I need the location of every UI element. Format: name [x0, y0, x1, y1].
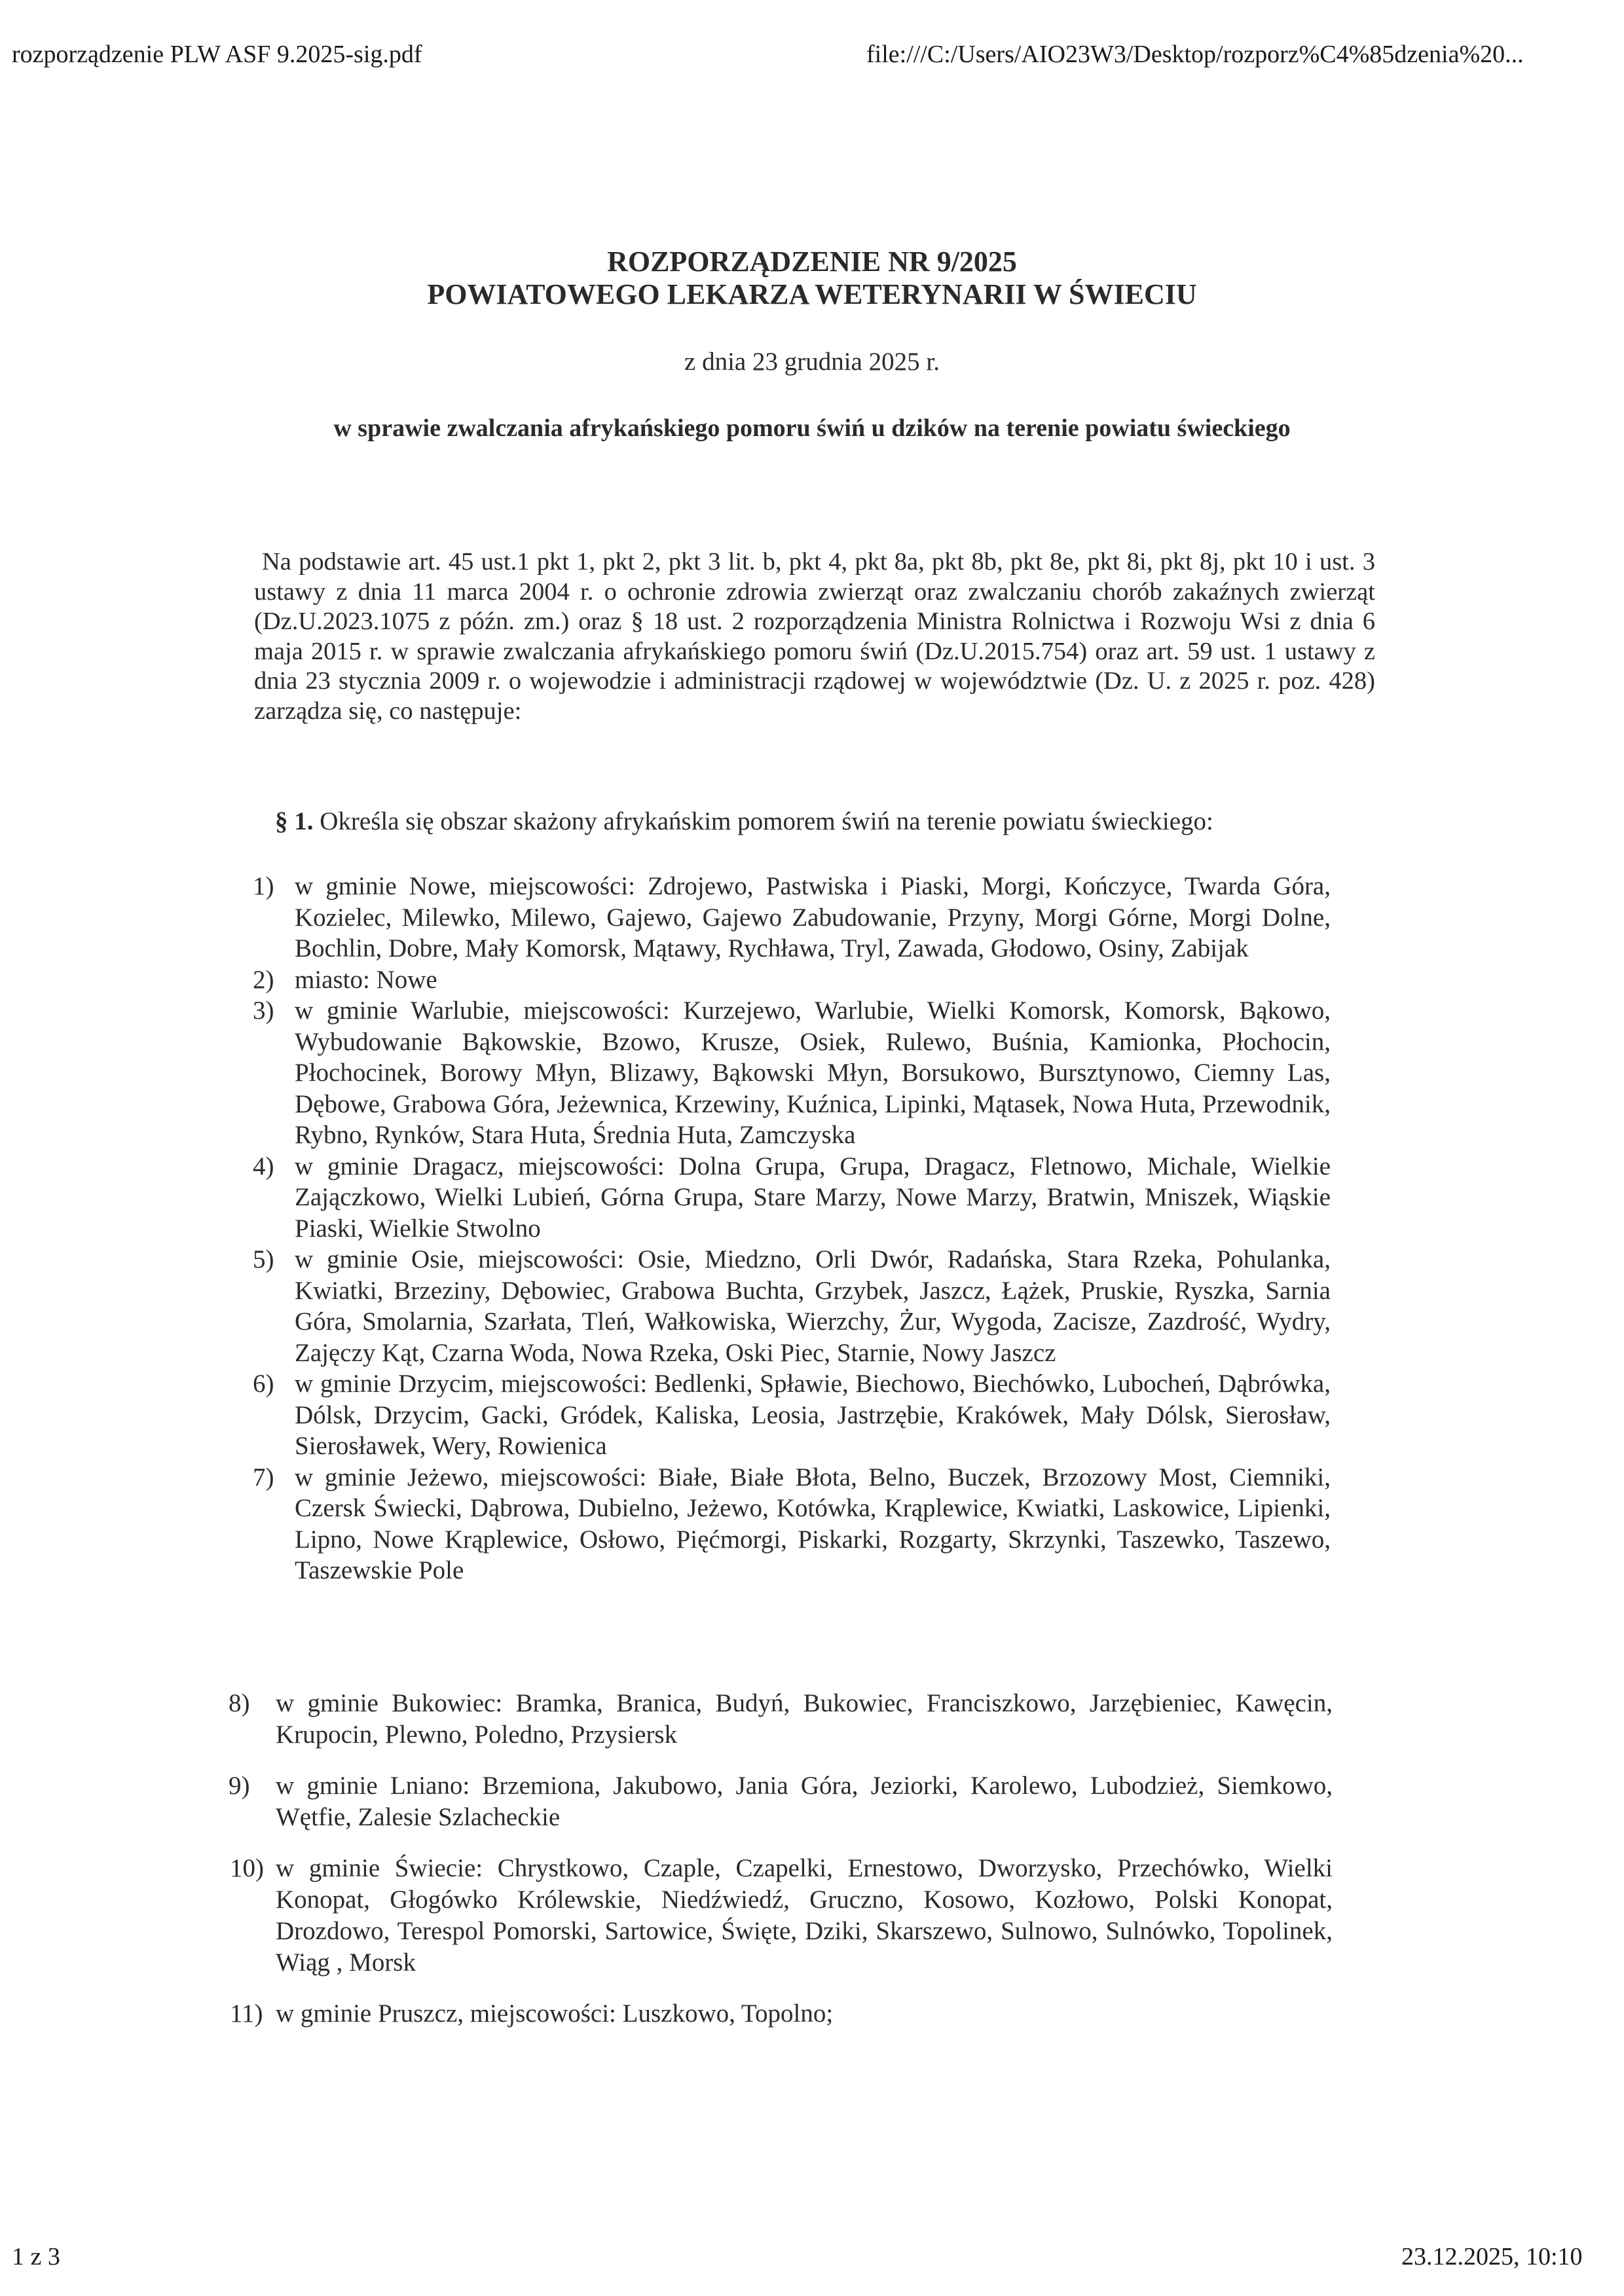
list-item: [244, 995, 1331, 1151]
document-date: z dnia 23 grudnia 2025 r.: [684, 348, 940, 376]
list-item: [244, 1244, 1331, 1368]
area-list-part-2: [221, 1688, 1333, 2049]
document-title: [0, 246, 1624, 311]
section-1-text: Określa się obszar skażony afrykańskim pomorem świń na terenie powiatu świeckiego:: [320, 807, 1213, 835]
list-item-text: w gminie Jeżewo, miejscowości: Białe, Białe Błota, Belno, Buczek, Brzozowy Most, Ciemniki, Czersk Świecki, Dąbrowa, Dubielno, Jeżewo, Kotówka, Krąplewice, Kwiatki, Laskowice, Lipienki, Lipno, Nowe Krąplewice, Osłowo, Pięćmorgi, Piskarki, Rozgarty, Skrzynki, Taszewko, Taszewo, Taszewskie Pole: [295, 1463, 1331, 1584]
list-item: [221, 1770, 1333, 1833]
legal-basis-paragraph: Na podstawie art. 45 ust.1 pkt 1, pkt 2, pkt 3 lit. b, pkt 4, pkt 8a, pkt 8b, pkt 8e, pkt 8i, pkt 8j, pkt 10 i ust. 3 ustawy z dnia 11 marca 2004 r. o ochronie zdrowia zwierząt oraz zwalczaniu chorób zakaźnych zwierząt (Dz.U.2023.1075 z późn. zm.) oraz § 18 ust. 2 rozporządzenia Ministra Rolnictwa i Rozwoju Wsi z dnia 6 maja 2015 r. w sprawie zwalczania afrykańskiego pomoru świń (Dz.U.2015.754) oraz art. 59 ust. 1 ustawy z dnia 23 stycznia 2009 r. o wojewodzie i administracji rządowej w województwie (Dz. U. z 2025 r. poz. 428) zarządza się, co następuje:: [254, 548, 1375, 725]
list-item-number: 4): [253, 1152, 274, 1180]
section-1: [275, 807, 1213, 836]
section-1-label: § 1.: [275, 807, 314, 835]
list-item-number: 6): [253, 1370, 274, 1398]
list-item-text: w gminie Dragacz, miejscowości: Dolna Grupa, Grupa, Dragacz, Fletnowo, Michale, Wielkie Zajączkowo, Wielki Lubień, Górna Grupa, Stare Marzy, Nowe Marzy, Bratwin, Mniszek, Wiąskie Piaski, Wielkie Stwolno: [295, 1152, 1331, 1243]
title-line-1: ROZPORZĄDZENIE NR 9/2025: [607, 246, 1017, 278]
list-item: [221, 1853, 1333, 1978]
list-item-text: w gminie Warlubie, miejscowości: Kurzejewo, Warlubie, Wielki Komorsk, Komorsk, Bąkowo, Wybudowanie Bąkowskie, Bzowo, Krusze, Osiek, Rulewo, Buśnia, Kamionka, Płochocin, Płochocinek, Borowy Młyn, Blizawy, Bąkowski Młyn, Borsukowo, Bursztynowo, Ciemny Las, Dębowe, Grabowa Góra, Jeżewnica, Krzewiny, Kuźnica, Lipinki, Mątasek, Nowa Huta, Przewodnik, Rybno, Rynków, Stara Huta, Średnia Huta, Zamczyska: [295, 996, 1331, 1149]
list-item-text: w gminie Lniano: Brzemiona, Jakubowo, Jania Góra, Jeziorki, Karolewo, Lubodzież, Siemkowo, Wętfie, Zalesie Szlacheckie: [276, 1772, 1333, 1831]
page-counter: 1 z 3: [12, 2243, 60, 2270]
list-item: [221, 1688, 1333, 1751]
list-item-number: 3): [253, 996, 274, 1025]
list-item-text: w gminie Pruszcz, miejscowości: Luszkowo, Topolno;: [276, 1999, 834, 2028]
print-header-url: file:///C:/Users/AIO23W3/Desktop/rozporz%C4%85dzenia%20...: [866, 41, 1524, 68]
list-item-number: 10): [230, 1854, 264, 1882]
list-item-number: 8): [229, 1689, 250, 1717]
list-item-number: 2): [253, 965, 274, 994]
list-item-number: 1): [253, 872, 274, 900]
list-item-text: w gminie Świecie: Chrystkowo, Czaple, Czapelki, Ernestowo, Dworzysko, Przechówko, Wielki Konopat, Głogówko Królewskie, Niedźwiedź, Gruczno, Kosowo, Kozłowo, Polski Konopat, Drozdowo, Terespol Pomorski, Sartowice, Święte, Dziki, Skarszewo, Sulnowo, Sulnówko, Topolinek, Wiąg , Morsk: [276, 1854, 1333, 1977]
list-item-number: 9): [229, 1772, 250, 1800]
list-item-text: miasto: Nowe: [295, 965, 437, 994]
list-item: [221, 1998, 1333, 2030]
print-datetime: 23.12.2025, 10:10: [1401, 2243, 1583, 2270]
list-item-number: 11): [230, 1999, 263, 2028]
list-item-text: w gminie Nowe, miejscowości: Zdrojewo, Pastwiska i Piaski, Morgi, Kończyce, Twarda Góra, Kozielec, Milewko, Milewo, Gajewo, Gajewo Zabudowanie, Przyny, Morgi Górne, Morgi Dolne, Bochlin, Dobre, Mały Komorsk, Mątawy, Rychława, Tryl, Zawada, Głodowo, Osiny, Zabijak: [295, 872, 1331, 962]
list-item: [244, 1462, 1331, 1586]
list-item: [244, 1368, 1331, 1462]
list-item: [244, 964, 1331, 996]
list-item-text: w gminie Bukowiec: Bramka, Branica, Budyń, Bukowiec, Franciszkowo, Jarzębieniec, Kawęcin, Krupocin, Plewno, Poledno, Przysiersk: [276, 1689, 1333, 1749]
print-header-filename: rozporządzenie PLW ASF 9.2025-sig.pdf: [12, 41, 422, 68]
list-item: [244, 871, 1331, 964]
document-subject: w sprawie zwalczania afrykańskiego pomoru świń u dzików na terenie powiatu świeckiego: [333, 414, 1291, 442]
list-item-number: 5): [253, 1245, 274, 1273]
list-item-number: 7): [253, 1463, 274, 1491]
list-item-text: w gminie Drzycim, miejscowości: Bedlenki, Spławie, Biechowo, Biechówko, Lubocheń, Dąbrówka, Dólsk, Drzycim, Gacki, Gródek, Kaliska, Leosia, Jastrzębie, Krakówek, Mały Dólsk, Sierosław, Sierosławek, Wery, Rowienica: [295, 1370, 1331, 1460]
list-item-text: w gminie Osie, miejscowości: Osie, Miedzno, Orli Dwór, Radańska, Stara Rzeka, Pohulanka, Kwiatki, Brzeziny, Dębowiec, Grabowa Buchta, Grzybek, Jaszcz, Łążek, Pruskie, Ryszka, Sarnia Góra, Smolarnia, Szarłata, Tleń, Wałkowiska, Wierzchy, Żur, Wygoda, Zacisze, Zazdrość, Wydry, Zajęczy Kąt, Czarna Woda, Nowa Rzeka, Oski Piec, Starnie, Nowy Jaszcz: [295, 1245, 1331, 1367]
area-list-part-1: [244, 871, 1331, 1586]
title-line-2: POWIATOWEGO LEKARZA WETERYNARII W ŚWIECIU: [427, 278, 1197, 310]
list-item: [244, 1151, 1331, 1245]
